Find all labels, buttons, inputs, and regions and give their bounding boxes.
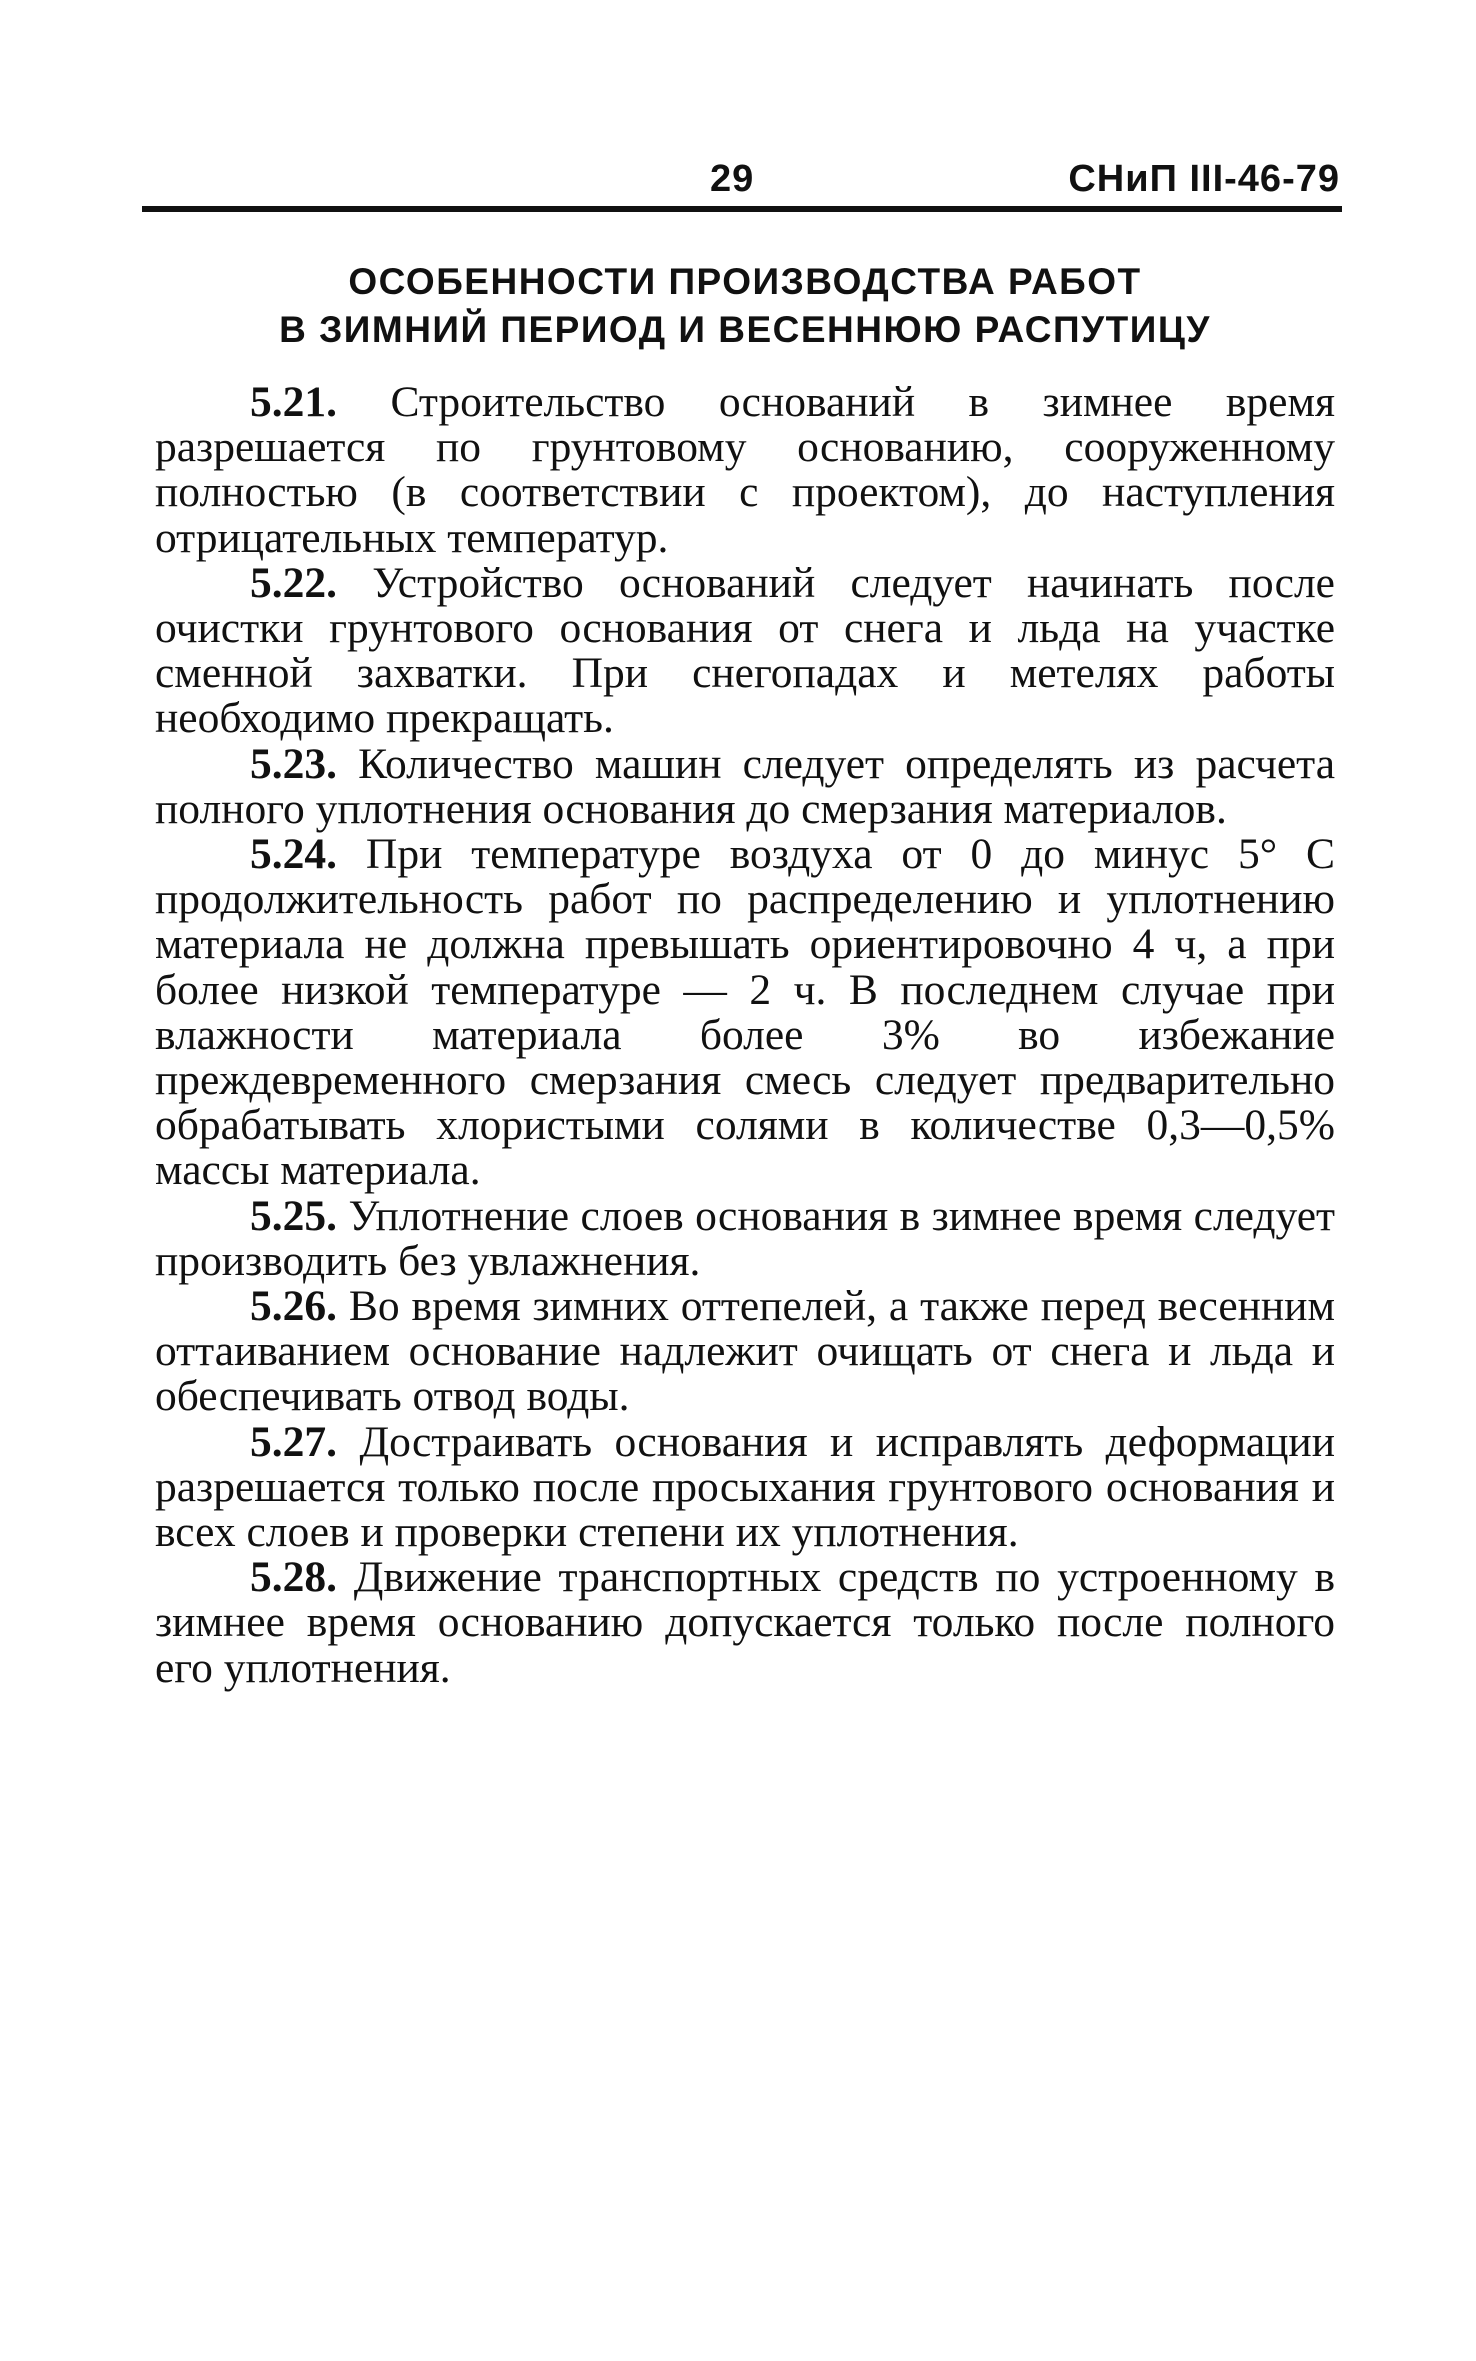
- header-rule: [142, 206, 1342, 212]
- paragraph-text: Во время зимних оттепелей, а также перед весенним оттаиванием основание надлежит очищать от снега и льда и обеспечивать отвод воды.: [155, 1282, 1335, 1421]
- paragraph-5-28: [155, 1555, 1335, 1691]
- paragraph-number: 5.22.: [250, 558, 337, 607]
- paragraph-number: 5.27.: [250, 1417, 337, 1466]
- section-title-line-2: В ЗИМНИЙ ПЕРИОД И ВЕСЕННЮЮ РАСПУТИЦУ: [279, 309, 1211, 350]
- section-title-line-1: ОСОБЕННОСТИ ПРОИЗВОДСТВА РАБОТ: [348, 261, 1142, 302]
- paragraph-5-22: [155, 558, 1335, 743]
- paragraph-text: Строительство оснований в зимнее время разрешается по грунтовому основанию, сооруженному полностью (в соответствии с проектом), до наступления отрицательных температур.: [155, 378, 1335, 562]
- paragraph-text: Движение транспортных средств по устроенному в зимнее время основанию допускается только после полного его уплотнения.: [155, 1553, 1335, 1692]
- paragraph-number: 5.23.: [250, 739, 337, 788]
- paragraph-text: Количество машин следует определять из расчета полного уплотнения основания до смерзания материалов.: [155, 739, 1335, 833]
- body-text: [155, 380, 1335, 1691]
- document-code: СНиП III-46-79: [1068, 158, 1340, 200]
- paragraph-number: 5.28.: [250, 1553, 337, 1602]
- paragraph-number: 5.24.: [250, 830, 337, 879]
- paragraph-5-25: [155, 1191, 1336, 1285]
- paragraph-5-23: [155, 739, 1335, 833]
- paragraph-text: Достраивать основания и исправлять деформации разрешается только после просыхания грунтового основания и всех слоев и проверки степени их уплотнения.: [155, 1417, 1335, 1557]
- running-header: [150, 150, 1340, 210]
- section-title: [150, 258, 1340, 354]
- paragraph-text: Уплотнение слоев основания в зимнее время следует производить без увлажнения.: [155, 1191, 1336, 1285]
- page-number: 29: [710, 158, 755, 200]
- paragraph-text: Устройство оснований следует начинать после очистки грунтового основания от снега и льда на участке сменной захватки. При снегопадах и метелях работы необходимо прекращать.: [155, 558, 1335, 743]
- paragraph-number: 5.26.: [250, 1282, 337, 1331]
- paragraph-text: При температуре воздуха от 0 до минус 5° С продолжительность работ по распределению и уплотнению материала не должна превышать ориентировочно 4 ч, а при более низкой температуре — 2 ч. В последнем случае при влажности материала более 3% во избежание преждевременного смерзания смесь следует предварительно обрабатывать хлористыми солями в количестве 0,3—0,5% массы материала.: [155, 830, 1336, 1195]
- paragraph-5-21: [155, 380, 1335, 561]
- paragraph-5-27: [155, 1417, 1335, 1557]
- paragraph-number: 5.25.: [250, 1191, 337, 1240]
- paragraph-5-26: [155, 1284, 1335, 1420]
- paragraph-5-24: [155, 832, 1335, 1194]
- paragraph-number: 5.21.: [250, 378, 337, 426]
